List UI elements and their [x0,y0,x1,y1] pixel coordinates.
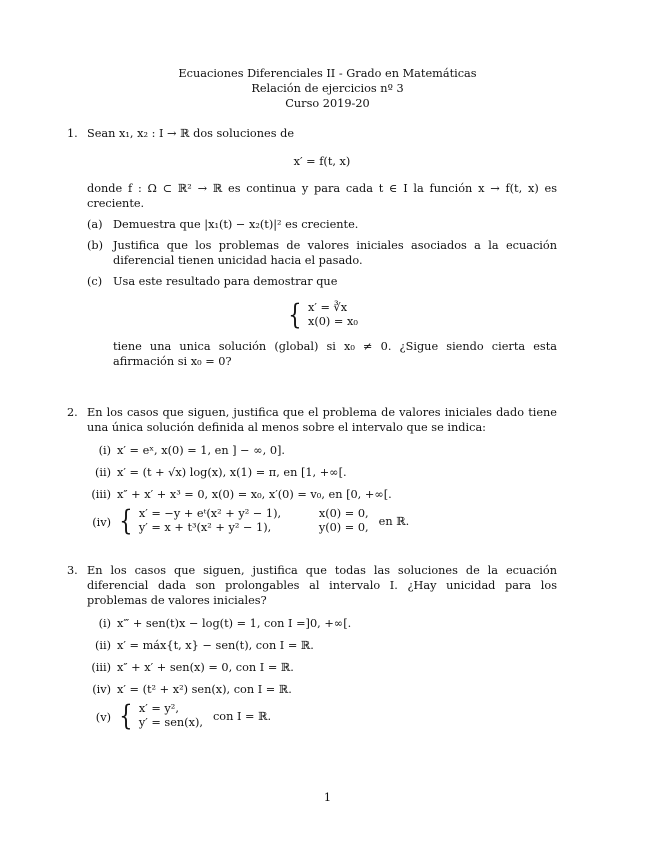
subitem-label: (b) [87,239,104,252]
problem-number: 2. [67,406,78,419]
subitem-ii [87,465,557,481]
subitem-label: (iv) [92,516,111,529]
system-initial-condition: y(0) = 0, [318,521,369,534]
system-equation: y′ = sen(x), [138,716,203,729]
page-number: 1 [323,791,332,804]
subitem-text: x′ = máx{t, x} − sen(t), con I = ℝ. [117,639,314,652]
system-initial-condition: x(0) = x₀ [307,315,358,328]
subitem-a [87,217,557,232]
problem-condition: donde f : Ω ⊂ ℝ² → ℝ es continua y para cada t ∈ I la función x → f(t, x) es creciente. [87,182,557,210]
subitem-label: (i) [98,617,111,630]
subitem-i [87,443,557,459]
problem-intro: Sean x₁, x₂ : I → ℝ dos soluciones de [87,127,295,140]
sheet-title: Relación de ejercicios nº 3 [251,82,404,95]
subitem-text: Usa este resultado para demostrar que [113,275,338,288]
subitem-label: (v) [95,711,111,724]
ode-system [117,699,272,732]
subitem-iv [87,504,557,539]
problem-intro: En los casos que siguen, justifica que el problema de valores iniciales dado tiene una única solución definida al menos sobre el intervalo que se indica: [87,406,557,434]
subitem-label: (ii) [94,466,111,479]
subitem-c-conclusion: tiene una unica solución (global) si x₀ ≠ 0. ¿Sigue siendo cierta esta afirmación si x₀ = 0? [113,340,557,368]
subitem-i [87,616,557,632]
subitem-text: x′ = eˣ, x(0) = 1, en ] − ∞, 0]. [117,444,286,457]
subitem-text: Justifica que los problemas de valores iniciales asociados a la ecuación diferencial tienen unicidad hacia el pasado. [113,239,557,267]
ivp-system [117,504,410,537]
subitem-text: x″ + x′ + x³ = 0, x(0) = x₀, x′(0) = v₀, en [0, +∞[. [117,488,392,501]
subitem-text: x′ = (t + √x) log(x), x(1) = π, en [1, +∞[. [117,466,347,479]
system-equation: x′ = ∛x [307,301,348,314]
subitem-text: Demuestra que |x₁(t) − x₂(t)|² es creciente. [113,218,359,231]
subitem-v [87,699,557,734]
display-equation: x′ = f(t, x) [293,155,351,168]
subitem-ii [87,638,557,654]
system-equation: x′ = y², [138,702,179,715]
system-interval: en ℝ. [378,514,410,528]
subitem-label: (c) [87,275,103,288]
subitem-label: (iv) [92,683,111,696]
system-equation: x′ = −y + eᵗ(x² + y² − 1), [138,507,282,520]
document-header [0,66,655,111]
subitem-label: (i) [98,444,111,457]
subitem-label: (a) [87,218,103,231]
subitem-text: x′ = (t² + x²) sen(x), con I = ℝ. [117,683,292,696]
subitem-iv [87,682,557,698]
problem-2 [67,405,557,539]
problem-1 [67,126,557,369]
subitem-iii [87,487,557,503]
left-brace: { [119,504,133,537]
system-interval: con I = ℝ. [212,709,272,723]
ivp-system [286,298,358,331]
system-initial-condition: x(0) = 0, [318,507,369,520]
left-brace: { [119,699,133,732]
subitem-text: x‴ + sen(t)x − log(t) = 1, con I =]0, +∞[. [117,617,352,630]
subitem-label: (iii) [91,488,111,501]
academic-year: Curso 2019-20 [285,97,370,110]
subitem-c [87,274,557,289]
system-equation: y′ = x + t³(x² + y² − 1), [138,521,272,534]
problem-number: 3. [67,564,78,577]
subitem-label: (iii) [91,661,111,674]
subitem-label: (ii) [94,639,111,652]
problem-3 [67,563,557,734]
problem-intro: En los casos que siguen, justifica que todas las soluciones de la ecuación diferencial dada son prolongables al intervalo I. ¿Hay unicidad para los problemas de valores iniciales? [87,564,557,607]
subitem-text: x″ + x′ + sen(x) = 0, con I = ℝ. [117,661,294,674]
problem-number: 1. [67,127,78,140]
course-title: Ecuaciones Diferenciales II - Grado en Matemáticas [178,67,477,80]
subitem-iii [87,660,557,676]
subitem-b [87,238,557,268]
left-brace: { [288,298,302,331]
